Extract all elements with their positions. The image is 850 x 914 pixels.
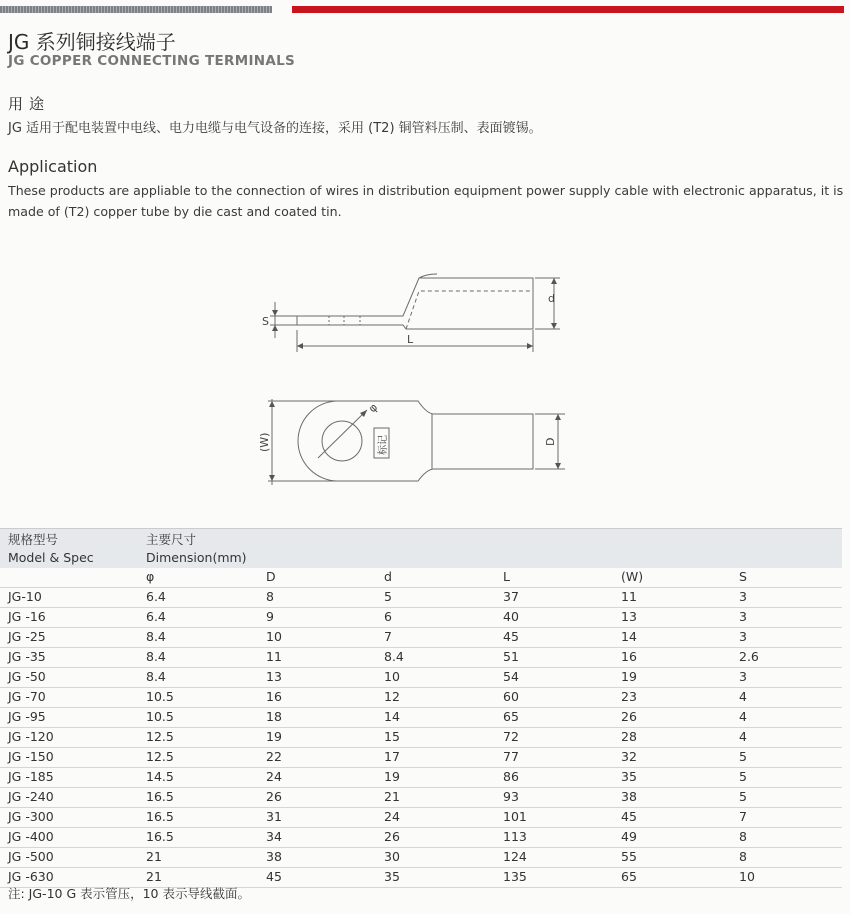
dimension-cell: 10 xyxy=(266,629,282,644)
model-cell: JG -240 xyxy=(8,789,54,804)
dimension-cell: 6 xyxy=(384,609,392,624)
table-row xyxy=(0,848,842,868)
dimension-cell: 5 xyxy=(739,789,747,804)
col-header: φ xyxy=(146,569,155,584)
dimension-cell: 8 xyxy=(739,849,747,864)
dimension-cell: 40 xyxy=(503,609,519,624)
page-title-en: JG COPPER CONNECTING TERMINALS xyxy=(8,53,296,69)
dimension-cell: 7 xyxy=(384,629,392,644)
dimension-cell: 24 xyxy=(266,769,282,784)
header-spec-en: Model & Spec xyxy=(8,550,94,565)
dimension-cell: 49 xyxy=(621,829,637,844)
dimension-cell: 13 xyxy=(266,669,282,684)
dimension-cell: 2.6 xyxy=(739,649,759,664)
page-title-cn: JG 系列铜接线端子 xyxy=(8,30,176,54)
dimension-cell: 16.5 xyxy=(146,809,174,824)
model-cell: JG -95 xyxy=(8,709,46,724)
dimension-cell: 101 xyxy=(503,809,527,824)
table-row xyxy=(0,688,842,708)
model-cell: JG -630 xyxy=(8,869,54,884)
col-header: S xyxy=(739,569,747,584)
dimension-cell: 72 xyxy=(503,729,519,744)
dimension-cell: 6.4 xyxy=(146,609,166,624)
dimension-cell: 3 xyxy=(739,589,747,604)
table-row xyxy=(0,808,842,828)
model-cell: JG -120 xyxy=(8,729,54,744)
dimension-cell: 16.5 xyxy=(146,789,174,804)
label-phi: φ xyxy=(365,400,381,416)
label-l: L xyxy=(407,333,414,346)
model-cell: JG -500 xyxy=(8,849,54,864)
label-w: (W) xyxy=(258,432,271,452)
dimension-cell: 26 xyxy=(266,789,282,804)
dimension-cell: 15 xyxy=(384,729,400,744)
dimension-cell: 32 xyxy=(621,749,637,764)
dimension-cell: 5 xyxy=(739,749,747,764)
dimension-cell: 8.4 xyxy=(384,649,404,664)
header-dim-cn: 主要尺寸 xyxy=(146,532,197,547)
header-spec-cn: 规格型号 xyxy=(8,532,59,547)
dimension-cell: 65 xyxy=(621,869,637,884)
table-header xyxy=(0,528,842,568)
model-cell: JG -70 xyxy=(8,689,46,704)
dimension-cell: 22 xyxy=(266,749,282,764)
dimension-cell: 16 xyxy=(621,649,637,664)
dimension-cell: 19 xyxy=(621,669,637,684)
table-row xyxy=(0,768,842,788)
usage-heading-cn: 用途 xyxy=(8,95,51,113)
dimension-cell: 4 xyxy=(739,689,747,704)
table-column-headers xyxy=(0,568,842,588)
dimension-cell: 77 xyxy=(503,749,519,764)
dimension-cell: 12.5 xyxy=(146,749,174,764)
dimension-table xyxy=(0,528,842,888)
table-row xyxy=(0,648,842,668)
dimension-cell: 3 xyxy=(739,609,747,624)
label-mark: 标记 xyxy=(378,435,389,455)
table-row xyxy=(0,628,842,648)
model-cell: JG -185 xyxy=(8,769,54,784)
footnote: 注: JG-10 G 表示管压，10 表示导线截面。 xyxy=(8,886,250,901)
table-row xyxy=(0,748,842,768)
dimension-cell: 21 xyxy=(384,789,400,804)
dimension-cell: 45 xyxy=(621,809,637,824)
dimension-cell: 45 xyxy=(503,629,519,644)
table-row xyxy=(0,708,842,728)
dimension-cell: 4 xyxy=(739,709,747,724)
dimension-cell: 16 xyxy=(266,689,282,704)
model-cell: JG -25 xyxy=(8,629,46,644)
dimension-cell: 9 xyxy=(266,609,274,624)
dimension-cell: 51 xyxy=(503,649,519,664)
dimension-cell: 124 xyxy=(503,849,527,864)
dimension-cell: 37 xyxy=(503,589,519,604)
dimension-cell: 8.4 xyxy=(146,649,166,664)
label-s: S xyxy=(262,315,269,328)
dimension-cell: 38 xyxy=(621,789,637,804)
dimension-cell: 35 xyxy=(621,769,637,784)
dimension-cell: 7 xyxy=(739,809,747,824)
dimension-cell: 24 xyxy=(384,809,400,824)
dimension-cell: 10 xyxy=(384,669,400,684)
dimension-cell: 12.5 xyxy=(146,729,174,744)
label-d: d xyxy=(548,292,555,305)
dimension-cell: 34 xyxy=(266,829,282,844)
col-header: (W) xyxy=(621,569,644,584)
dimension-cell: 86 xyxy=(503,769,519,784)
dimension-cell: 12 xyxy=(384,689,400,704)
table-row xyxy=(0,728,842,748)
dimension-cell: 65 xyxy=(503,709,519,724)
dimension-cell: 10.5 xyxy=(146,689,174,704)
dimension-cell: 13 xyxy=(621,609,637,624)
label-big-d: D xyxy=(544,437,557,446)
usage-text-cn: JG 适用于配电装置中电线、电力电缆与电气设备的连接，采用 (T2) 铜管料压制、表面镀锡。 xyxy=(8,121,542,136)
dimension-cell: 19 xyxy=(384,769,400,784)
model-cell: JG -50 xyxy=(8,669,46,684)
dimension-cell: 10 xyxy=(739,869,755,884)
dimension-cell: 10.5 xyxy=(146,709,174,724)
dimension-cell: 60 xyxy=(503,689,519,704)
dimension-cell: 21 xyxy=(146,849,162,864)
dimension-cell: 17 xyxy=(384,749,400,764)
dimension-cell: 55 xyxy=(621,849,637,864)
dimension-cell: 93 xyxy=(503,789,519,804)
dimension-cell: 8.4 xyxy=(146,669,166,684)
dimension-cell: 54 xyxy=(503,669,519,684)
dimension-cell: 26 xyxy=(621,709,637,724)
dimension-cell: 28 xyxy=(621,729,637,744)
dimension-cell: 23 xyxy=(621,689,637,704)
dimension-cell: 21 xyxy=(146,869,162,884)
table-row xyxy=(0,828,842,848)
model-cell: JG -35 xyxy=(8,649,46,664)
model-cell: JG -16 xyxy=(8,609,46,624)
col-header: d xyxy=(384,569,392,584)
model-cell: JG -150 xyxy=(8,749,54,764)
dimension-cell: 35 xyxy=(384,869,400,884)
dimension-cell: 135 xyxy=(503,869,527,884)
header-dim-en: Dimension(mm) xyxy=(146,550,247,565)
model-cell: JG-10 xyxy=(8,589,42,604)
table-row xyxy=(0,668,842,688)
dimension-cell: 26 xyxy=(384,829,400,844)
dimension-cell: 3 xyxy=(739,629,747,644)
dimension-cell: 38 xyxy=(266,849,282,864)
table-row xyxy=(0,788,842,808)
table-body xyxy=(0,588,842,888)
dimension-cell: 31 xyxy=(266,809,282,824)
dimension-cell: 14.5 xyxy=(146,769,174,784)
dimension-cell: 16.5 xyxy=(146,829,174,844)
dimension-cell: 4 xyxy=(739,729,747,744)
col-header: L xyxy=(503,569,510,584)
dimension-cell: 8 xyxy=(266,589,274,604)
dimension-cell: 14 xyxy=(621,629,637,644)
dimension-cell: 8.4 xyxy=(146,629,166,644)
dimension-cell: 18 xyxy=(266,709,282,724)
dimension-cell: 45 xyxy=(266,869,282,884)
model-cell: JG -300 xyxy=(8,809,54,824)
table-row xyxy=(0,608,842,628)
dimension-cell: 11 xyxy=(621,589,637,604)
dimension-cell: 5 xyxy=(384,589,392,604)
dimension-cell: 6.4 xyxy=(146,589,166,604)
dimension-cell: 14 xyxy=(384,709,400,724)
model-cell: JG -400 xyxy=(8,829,54,844)
table-row xyxy=(0,588,842,608)
application-heading: Application xyxy=(8,157,98,176)
dimension-cell: 19 xyxy=(266,729,282,744)
dimension-cell: 113 xyxy=(503,829,527,844)
dimension-cell: 3 xyxy=(739,669,747,684)
dimension-cell: 5 xyxy=(739,769,747,784)
application-text: These products are appliable to the connection of wires in distribution equipment power supply cable with electronic apparatus, it is made of (T2) copper tube by die cast and coated tin. xyxy=(8,183,844,219)
dimension-cell: 8 xyxy=(739,829,747,844)
col-header: D xyxy=(266,569,276,584)
dimension-cell: 30 xyxy=(384,849,400,864)
dimension-cell: 11 xyxy=(266,649,282,664)
